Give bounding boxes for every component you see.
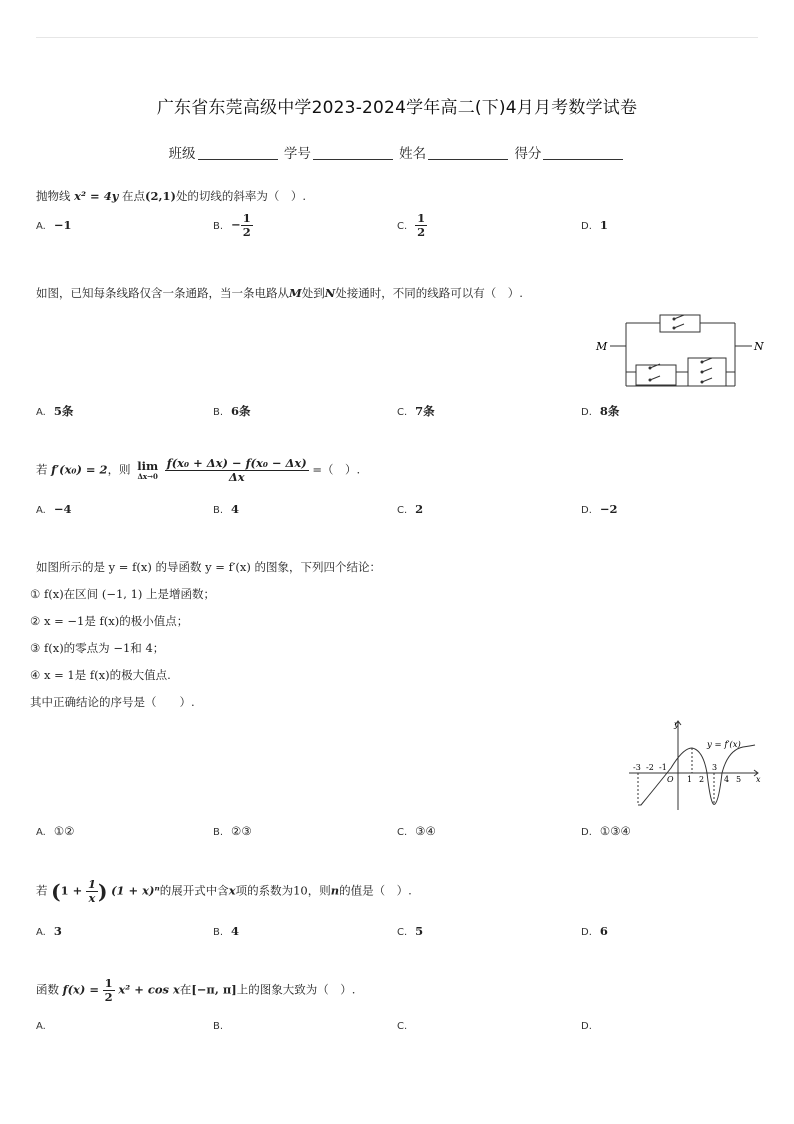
q6-option-b[interactable]: B.	[213, 1021, 224, 1032]
id-label: 学号	[283, 146, 311, 162]
axis-x-label: x	[756, 775, 761, 784]
question-2-stem: 如图，已知每条线路仅含一条通路，当一条电路从M处到N处接通时，不同的线路可以有（ ）.	[36, 286, 523, 300]
q3-option-c[interactable]: C. 2	[397, 502, 424, 516]
q2-option-a[interactable]: A. 5条	[36, 404, 74, 418]
q3-option-b[interactable]: B. 4	[213, 502, 240, 516]
circuit-label-n: N	[754, 340, 764, 353]
q4-option-c[interactable]: C. ③④	[397, 824, 436, 838]
tick-5: 5	[736, 775, 742, 784]
class-label: 班级	[168, 146, 196, 162]
q2-option-c[interactable]: C. 7条	[397, 404, 435, 418]
tick-2: 2	[699, 775, 705, 784]
q4-option-a[interactable]: A. ①②	[36, 824, 75, 838]
top-rule	[36, 37, 758, 38]
class-blank[interactable]	[198, 147, 278, 160]
circuit-diagram	[592, 310, 764, 394]
name-label: 姓名	[399, 146, 427, 162]
score-label: 得分	[514, 146, 542, 162]
derivative-graph	[625, 718, 760, 814]
name-blank[interactable]	[428, 147, 508, 160]
q2-option-b[interactable]: B. 6条	[213, 404, 251, 418]
circuit-label-m: M	[596, 340, 608, 353]
q6-option-c[interactable]: C.	[397, 1021, 408, 1032]
q4-conclusion-3: ③ f(x)的零点为 −1和 4；	[30, 641, 165, 655]
q4-conclusion-2: ② x = −1是 f(x)的极小值点；	[30, 614, 189, 628]
q5-option-d[interactable]: D. 6	[581, 924, 608, 938]
q1-option-b[interactable]: B. − $\frac{1}{2}$	[213, 211, 251, 240]
q1-option-c[interactable]: C. $\frac{1}{2}$	[397, 211, 426, 240]
question-3-stem: 若 f′(x₀) = 2，则 lim Δx→0 $\frac{\text{f(x₀ + Δx) − f(x₀ − Δx)}}{\Delta x}$ =（ ）.	[36, 456, 361, 485]
q5-option-c[interactable]: C. 5	[397, 924, 424, 938]
tick-3: 3	[712, 763, 718, 772]
page-title: 广东省东莞高级中学2023-2024学年高二(下)4月月考数学试卷	[156, 98, 638, 118]
q5-option-b[interactable]: B. 4	[213, 924, 240, 938]
tick-1: 1	[687, 775, 693, 784]
q4-conclusion-4: ④ x = 1是 f(x)的极大值点.	[30, 668, 171, 682]
q5-option-a[interactable]: A. 3	[36, 924, 62, 938]
q6-option-d[interactable]: D.	[581, 1021, 592, 1032]
q1-option-d[interactable]: D. 1	[581, 218, 608, 232]
q4-conclusion-1: ① f(x)在区间 (−1, 1) 上是增函数；	[30, 587, 216, 601]
q4-question: 其中正确结论的序号是（ ）.	[30, 695, 195, 709]
question-5-stem: 若 (1 + $\frac{1}{x}$ ) (1 + x)ⁿ的展开式中含x项的系数为10，则n的值是（ ）.	[36, 877, 412, 906]
tick-4: 4	[724, 775, 730, 784]
question-4-stem: 如图所示的是 y = f(x) 的导函数 y = f′(x) 的图象，下列四个结论：	[36, 560, 382, 574]
id-blank[interactable]	[313, 147, 393, 160]
q4-option-b[interactable]: B. ②③	[213, 824, 252, 838]
q3-option-a[interactable]: A. −4	[36, 502, 72, 516]
q6-option-a[interactable]: A.	[36, 1021, 46, 1032]
graph-curve-label: y = f′(x)	[707, 740, 741, 750]
question-1-stem: 抛物线 x² = 4y 在点(2,1)处的切线的斜率为（ ）.	[36, 189, 307, 203]
student-info-row	[0, 142, 794, 162]
tick-neg-3: -3	[633, 763, 641, 772]
tick-neg-2: -2	[646, 763, 654, 772]
q4-option-d[interactable]: D. ①③④	[581, 824, 631, 838]
question-6-stem: 函数 f(x) = $\frac{1}{2}$ x² + cos x在[−π, π]上的图象大致为（ ）.	[36, 976, 356, 1005]
q1-option-a[interactable]: A. −1	[36, 218, 72, 232]
q2-option-d[interactable]: D. 8条	[581, 404, 620, 418]
q3-option-d[interactable]: D. −2	[581, 502, 618, 516]
q1-equation: x² = 4y	[74, 189, 119, 203]
axis-y-label: y	[674, 720, 679, 729]
origin-label: O	[667, 775, 674, 784]
tick-neg-1: -1	[659, 763, 667, 772]
score-blank[interactable]	[543, 147, 623, 160]
